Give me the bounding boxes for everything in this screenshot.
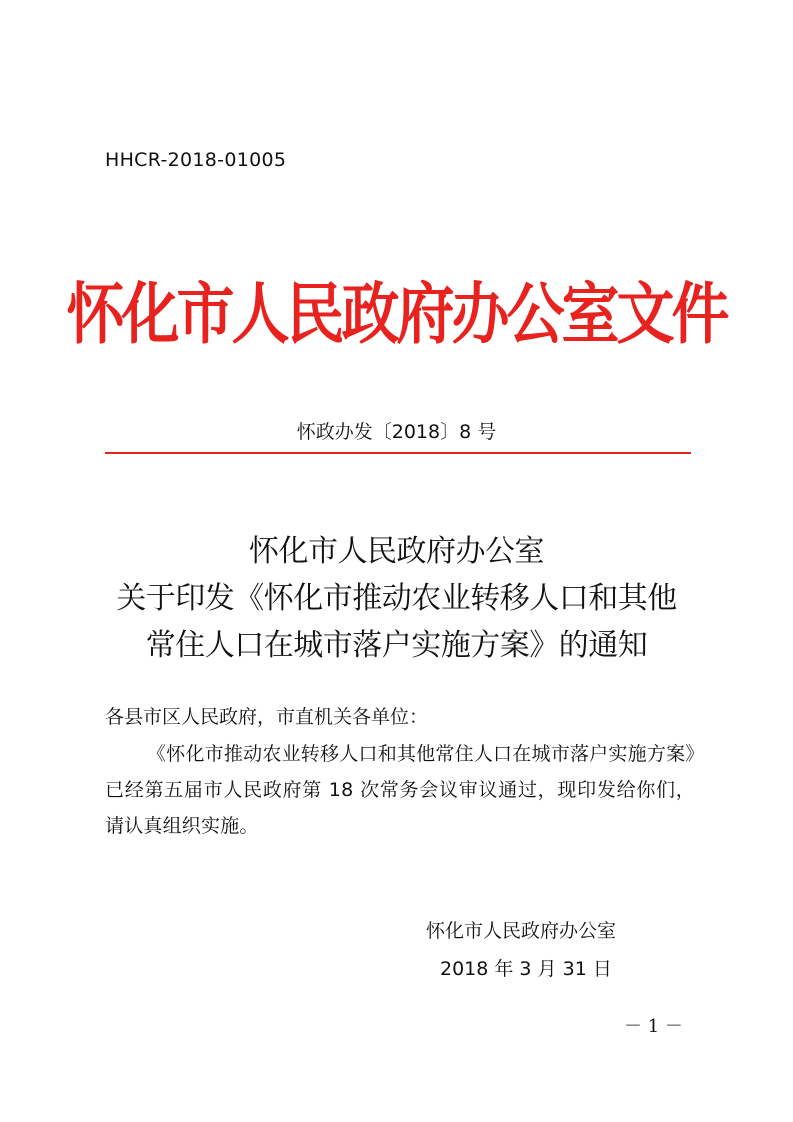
signature-organization: 怀化市人民政府办公室 xyxy=(426,920,617,942)
red-divider-line xyxy=(105,452,691,454)
page-number: － 1 － xyxy=(624,1016,683,1037)
masthead-title: 怀化市人民政府办公室文件 xyxy=(66,274,727,354)
document-number: 怀政办发〔2018〕8 号 xyxy=(296,421,497,443)
title-line-1: 怀化市人民政府办公室 xyxy=(249,534,544,569)
signature-date: 2018 年 3 月 31 日 xyxy=(440,958,612,980)
salutation: 各县市区人民政府，市直机关各单位： xyxy=(105,706,429,728)
title-line-3: 常住人口在城市落户实施方案》的通知 xyxy=(145,628,648,663)
document-id: HHCR-2018-01005 xyxy=(105,149,287,171)
body-paragraph: 《怀化市推动农业转移人口和其他常住人口在城市落户实施方案》已经第五届市人民政府第 18 次常务会议审议通过，现印发给你们，请认真组织实施。 xyxy=(105,743,695,837)
notice-title xyxy=(0,528,793,669)
title-line-2: 关于印发《怀化市推动农业转移人口和其他 xyxy=(116,581,677,616)
